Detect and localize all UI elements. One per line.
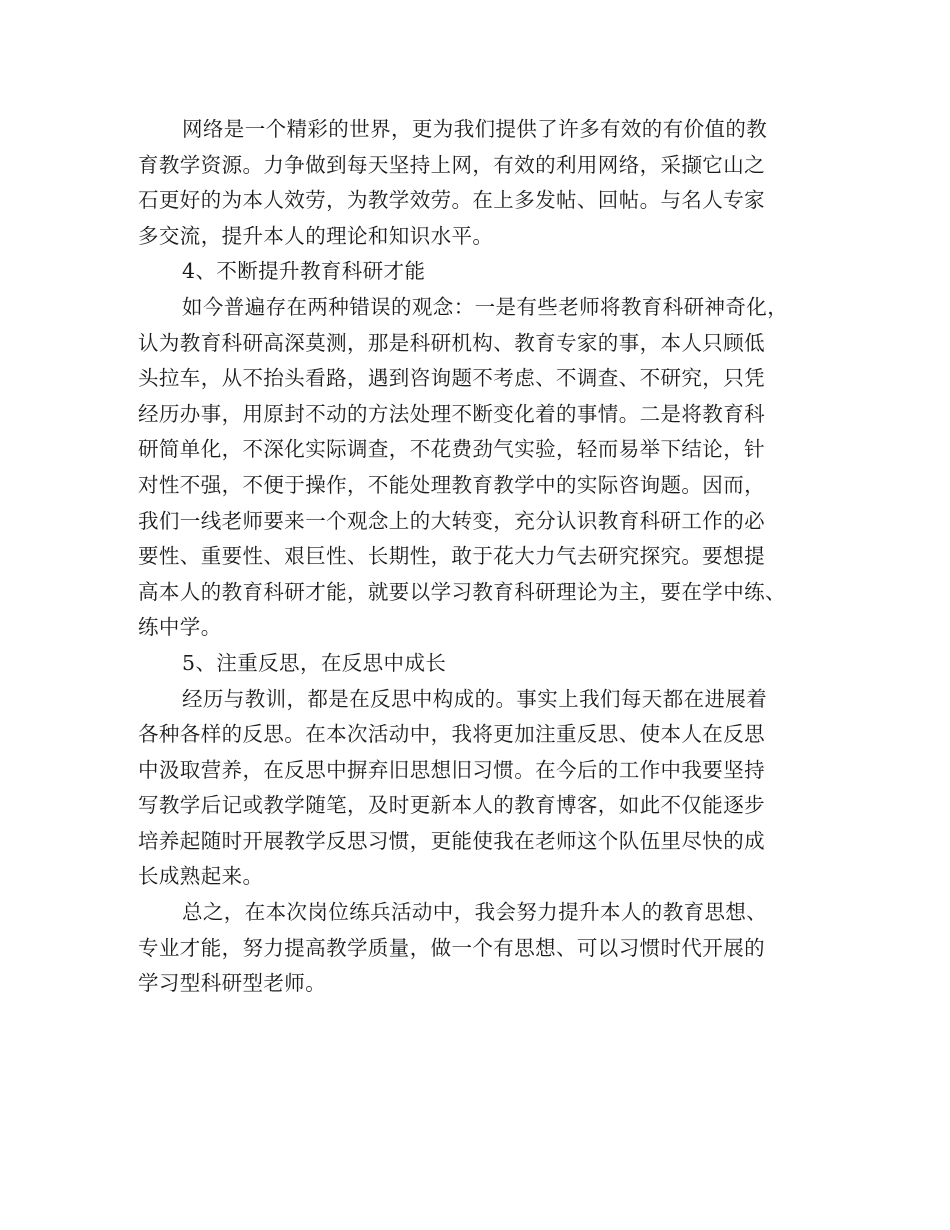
paragraph-line: 高本人的教育科研才能，就要以学习教育科研理论为主，要在学中练、 [138,579,786,604]
paragraph-line: 长成熟起来。 [138,864,264,889]
paragraph-line: 总之，在本次岗位练兵活动中，我会努力提升本人的教育思想、 [182,900,768,925]
section-heading-5: 5、注重反思，在反思中成长 [182,650,447,675]
paragraph-reflection [138,682,818,896]
paragraph-line: 培养起随时开展教学反思习惯，更能使我在老师这个队伍里尽快的成 [138,828,765,853]
paragraph-line: 头拉车，从不抬头看路，遇到咨询题不考虑、不调查、不研究，只凭 [138,366,765,391]
paragraph-line: 各种各样的反思。在本次活动中，我将更加注重反思、使本人在反思 [138,722,765,747]
paragraph-line: 要性、重要性、艰巨性、长期性，敢于花大力气去研究探究。要想提 [138,544,765,569]
paragraph-conclusion [138,895,818,1002]
paragraph-line: 中汲取营养，在反思中摒弃旧思想旧习惯。在今后的工作中我要坚持 [138,757,765,782]
section-heading-4: 4、不断提升教育科研才能 [182,259,426,284]
paragraph-line: 对性不强，不便于操作，不能处理教育教学中的实际咨询题。因而， [138,472,765,497]
paragraph-line: 如今普遍存在两种错误的观念：一是有些老师将教育科研神奇化， [182,294,789,319]
paragraph-line: 写教学后记或教学随笔，及时更新本人的教育博客，如此不仅能逐步 [138,793,765,818]
paragraph-line: 网络是一个精彩的世界，更为我们提供了许多有效的有价值的教 [182,117,768,141]
paragraph-line: 研简单化，不深化实际调查，不花费劲气实验，轻而易举下结论，针 [138,437,765,462]
paragraph-line: 多交流，提升本人的理论和知识水平。 [138,223,494,248]
document-body [138,112,818,1002]
paragraph-line: 学习型科研型老师。 [138,971,327,996]
paragraph-line: 认为教育科研高深莫测，那是科研机构、教育专家的事，本人只顾低 [138,330,765,355]
paragraph-line: 我们一线老师要来一个观念上的大转变，充分认识教育科研工作的必 [138,508,765,533]
paragraph-line: 经历办事，用原封不动的方法处理不断变化着的事情。二是将教育科 [138,401,765,426]
paragraph-network-resources [138,112,818,254]
paragraph-line: 经历与教训，都是在反思中构成的。事实上我们每天都在进展着 [182,686,768,711]
paragraph-line: 石更好的为本人效劳，为教学效劳。在上多发帖、回帖。与名人专家 [138,188,765,213]
paragraph-line: 练中学。 [138,615,222,640]
paragraph-line: 育教学资源。力争做到每天坚持上网，有效的利用网络，采撷它山之 [138,152,765,177]
paragraph-research-ability [138,290,818,646]
paragraph-line: 专业才能，努力提高教学质量，做一个有思想、可以习惯时代开展的 [138,935,765,960]
